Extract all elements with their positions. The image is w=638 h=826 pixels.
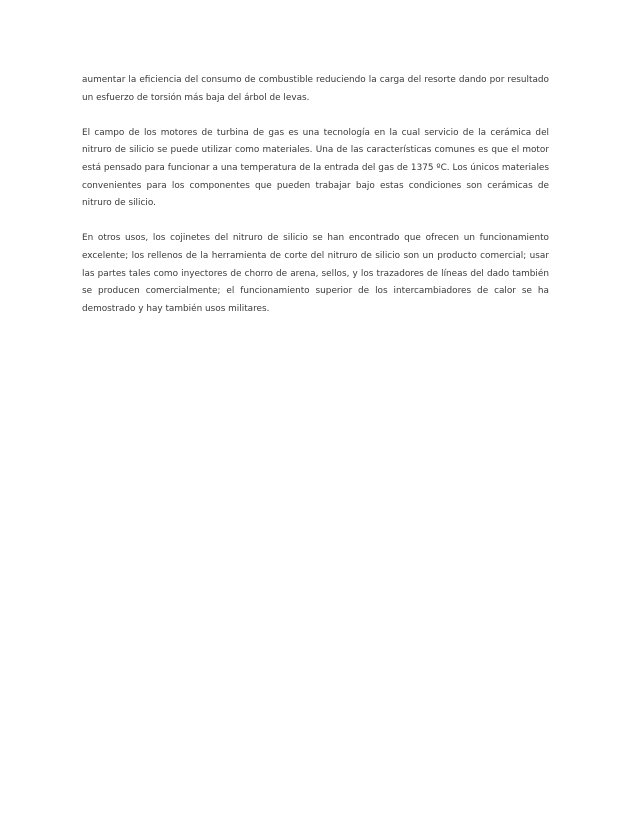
paragraph-1: aumentar la eficiencia del consumo de combustible reduciendo la carga del resorte dando por resultado un esfuerzo de torsión más baja del árbol de levas.	[82, 75, 549, 103]
paragraph-3: En otros usos, los cojinetes del nitruro de silicio se han encontrado que ofrecen un funcionamiento excelente; los rellenos de la herramienta de corte del nitruro de silicio son un producto comercial; usar las partes tales como inyectores de chorro de arena, sellos, y los trazadores de líneas del dado también se producen comercialmente; el funcionamiento superior de los intercambiadores de calor se ha demostrado y hay también usos militares.	[82, 233, 549, 314]
paragraph-2: El campo de los motores de turbina de gas es una tecnología en la cual servicio de la cerámica del nitruro de silicio se puede utilizar como materiales. Una de las características comunes es que el motor está pensado para funcionar a una temperatura de la entrada del gas de 1375 ºC. Los únicos materiales convenientes para los componentes que pueden trabajar bajo estas condiciones son cerámicas de nitruro de silicio.	[82, 127, 549, 209]
document-body	[82, 72, 549, 336]
